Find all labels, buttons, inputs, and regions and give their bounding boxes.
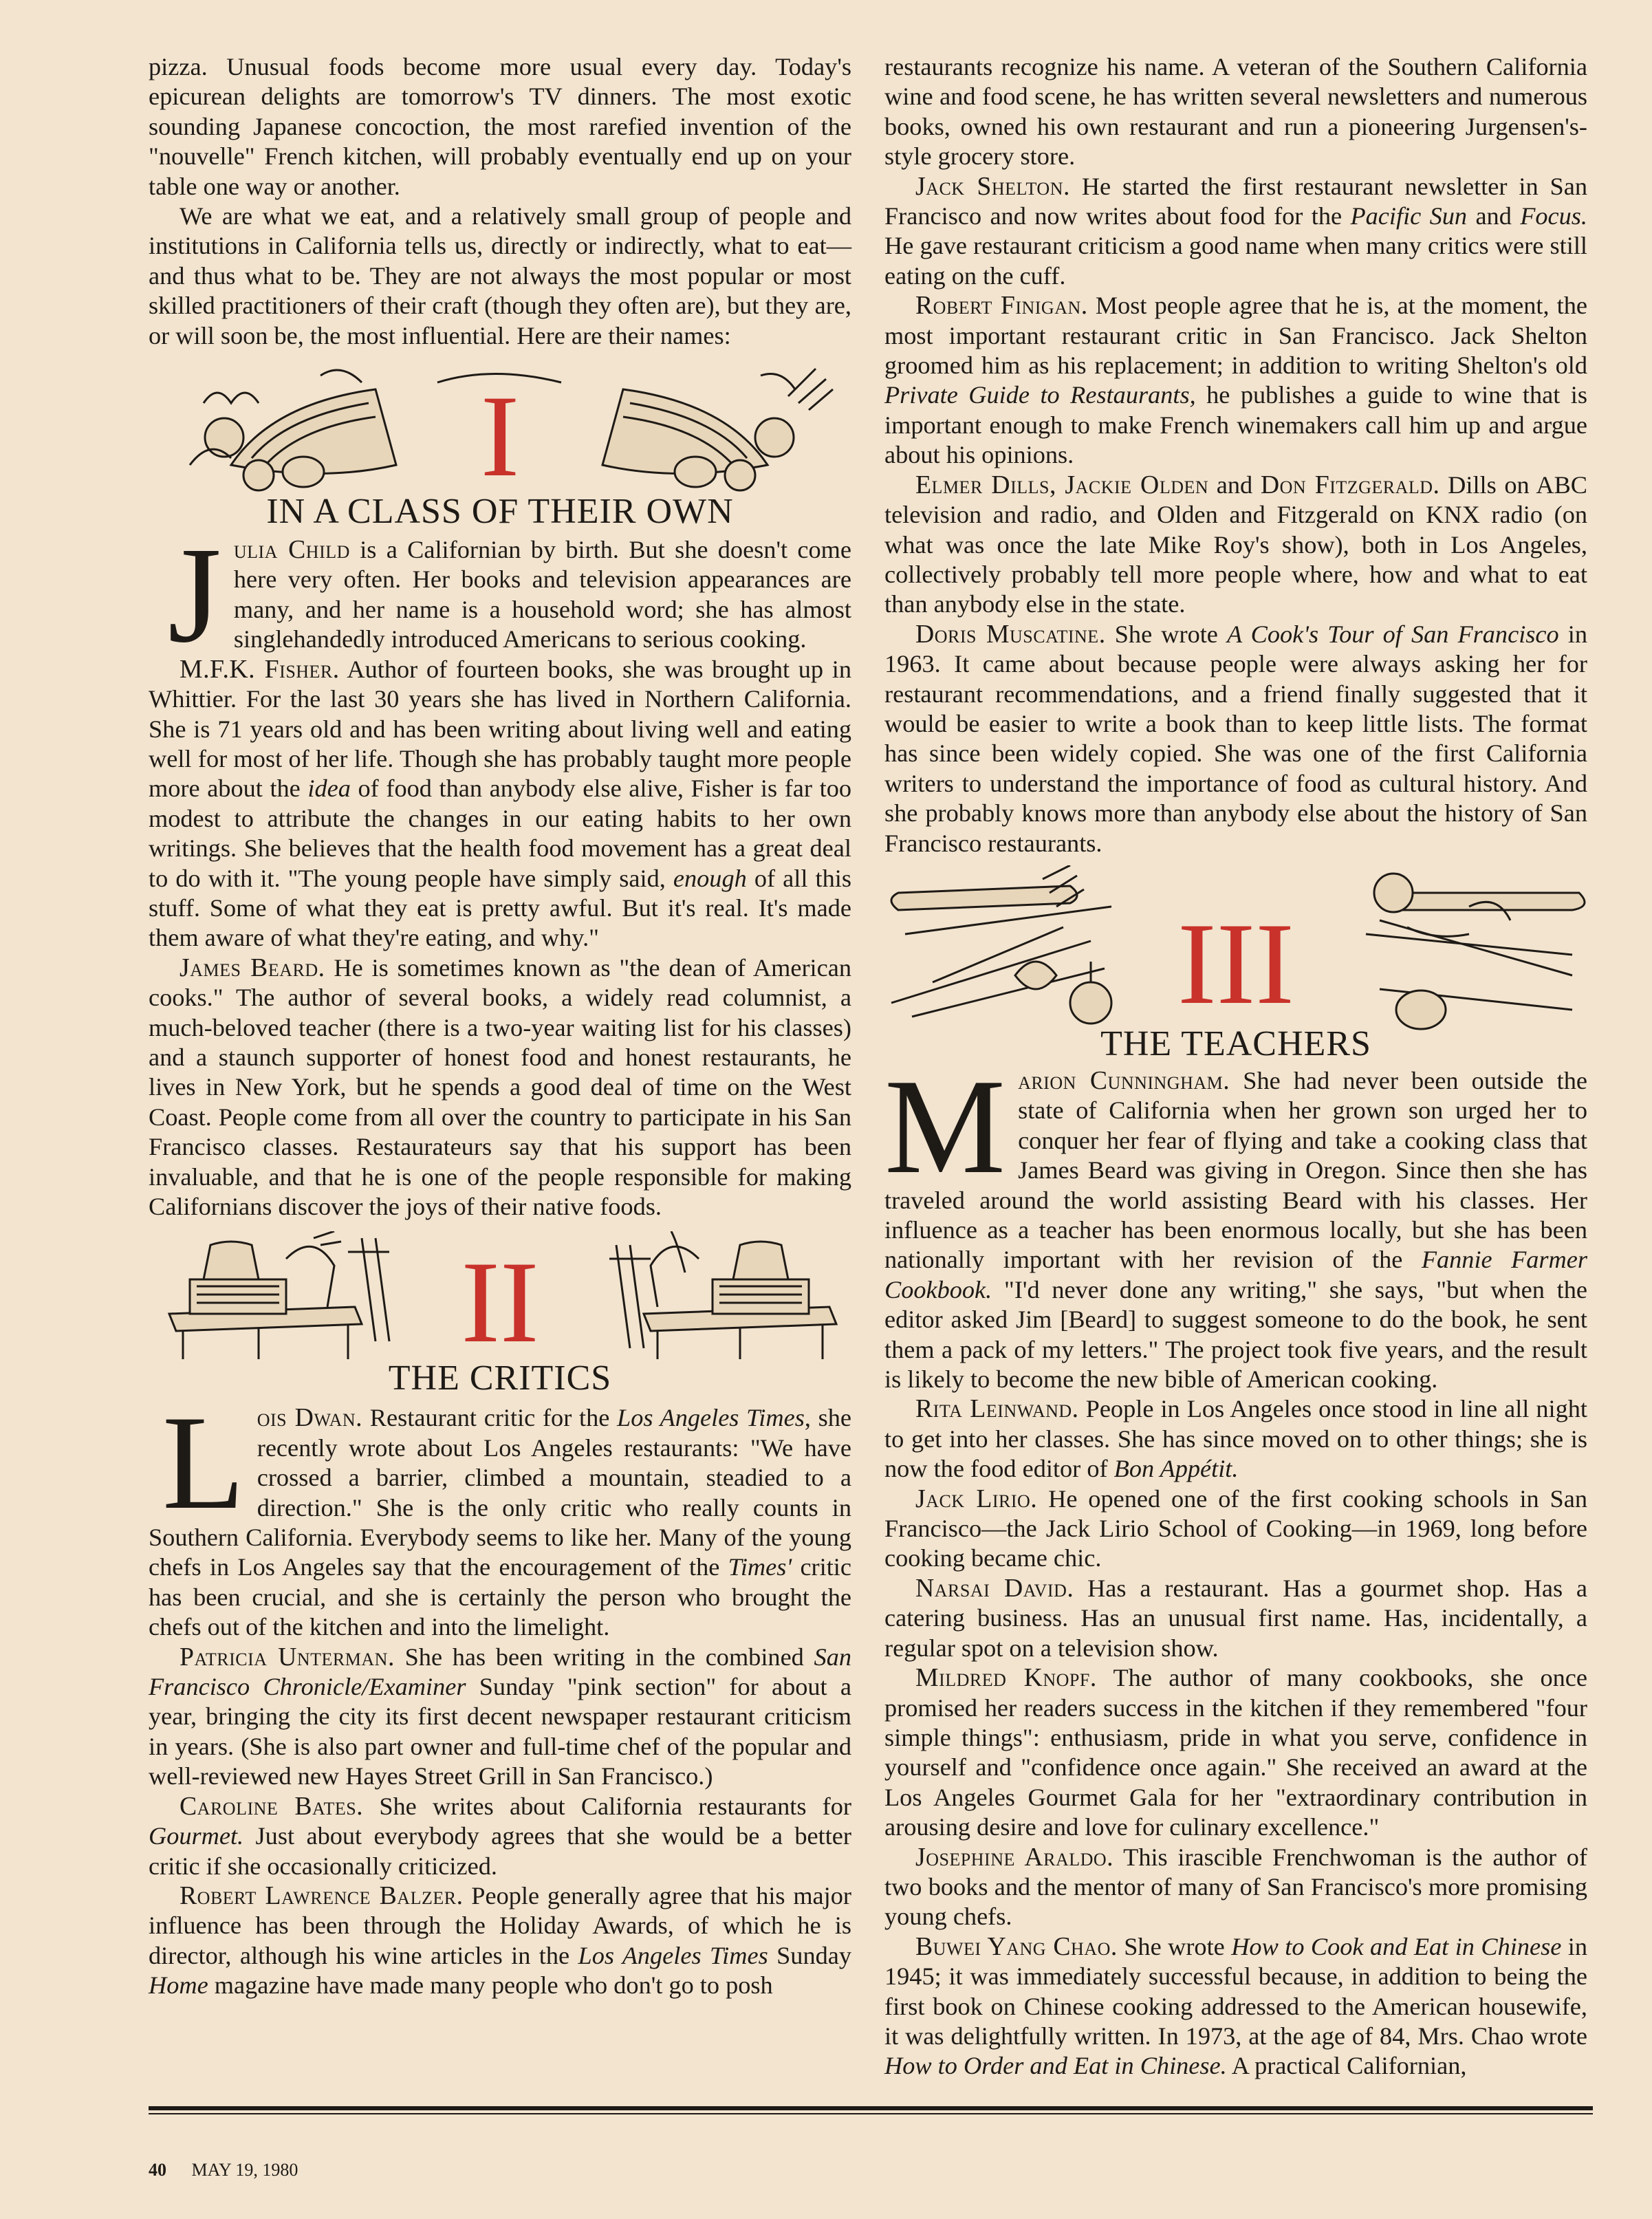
- beard-name: James Beard.: [180, 953, 325, 982]
- leinwand-name: Rita Leinwand.: [915, 1394, 1079, 1424]
- shelton-text-2: He gave restaurant criticism a good name when many critics were still eating on the cuff.: [884, 232, 1587, 290]
- finigan-text: Most people agree that he is, at the moment, the most important restaurant critic in San Francisco. Jack Shelton groomed him as his replacement; in addition to writing Shelton's old: [884, 292, 1588, 380]
- pen-vegetables-illustration: [884, 865, 1587, 1037]
- david-text: Has a restaurant. Has a gourmet shop. Has a catering business. Has an unusual first name. Has, incidentally, a regular spot on a television show.: [884, 1574, 1587, 1662]
- lirio-paragraph: [884, 1484, 1587, 1574]
- section-2-title: THE CRITICS: [388, 1359, 612, 1398]
- chao-paragraph: [884, 1932, 1587, 2081]
- david-paragraph: [884, 1574, 1587, 1663]
- dwan-paragraph: [149, 1388, 852, 1642]
- cunningham-book: Fannie Farmer Cookbook.: [884, 1246, 1587, 1303]
- muscatine-text-2: in 1963. It came about because people were always asking her for restaurant recommendations, and a friend finally suggested that it would be easier to write a book than to keep little lists. The format has since been widely copied. She was one of the first California writers to understand the importance of food as cultural history. And she probably knows more than anybody else about the history of San Francisco restaurants.: [884, 620, 1588, 857]
- chao-name: Buwei Yang Chao.: [915, 1931, 1118, 1961]
- knopf-text: The author of many cookbooks, she once promised her readers success in the kitchen if they remembered "four simple things": enthusiasm, pride in what you serve, confidence in yourself and "confidence once again." She received an award at the Los Angeles Gourmet Gala for her "extraordinary contribution in arousing desire and love for culinary excellence.": [884, 1664, 1587, 1841]
- shelton-text: He started the first restaurant newsletter in San Francisco and now writes about food for the: [884, 172, 1587, 230]
- bates-text-2: Just about everybody agrees that she would be a better critic if she occasionally criticized.: [149, 1822, 851, 1880]
- bates-paragraph: [149, 1792, 851, 1881]
- dills-names: Elmer Dills, Jackie Olden: [915, 470, 1209, 499]
- fitzgerald-name: Don Fitzgerald.: [1260, 470, 1440, 499]
- section-2-header: [149, 1231, 851, 1359]
- intro-paragraph-1: pizza. Unusual foods become more usual every day. Today's epicurean delights are tomorrow's TV dinners. The most exotic sounding Japanese concoction, the most rarefied invention of the "nouvelle" French kitchen, will probably eventually end up on your table one way or another.: [149, 53, 851, 200]
- chao-text-3: A practical Californian,: [1226, 2052, 1467, 2080]
- araldo-text: This irascible Frenchwoman is the author of two books and the mentor of many of San Francisco's more promising young chefs.: [884, 1843, 1588, 1931]
- muscatine-text: She wrote: [1105, 620, 1228, 648]
- fisher-text-2: of food than anybody else alive, Fisher is far too modest to attribute the changes in our eating habits to her own writings. She believes that the health food movement has a great deal to do with it. "The young people have simply said,: [149, 775, 851, 892]
- julia-child-name: ulia Child: [233, 535, 350, 565]
- page-number: 40: [149, 2160, 166, 2180]
- chao-book-2: How to Order and Eat in Chinese.: [884, 2052, 1227, 2080]
- unterman-text-2: Sunday "pink section" for about a year, bringing the city its first decent newspaper restaurant criticism in years. (She is also part owner and full-time chef of the popular and well-reviewed new Hayes Street Grill in San Francisco.): [149, 1673, 852, 1790]
- dills-paragraph: [884, 470, 1587, 620]
- balzer-paragraph: [149, 1881, 851, 2001]
- cunningham-text-2: "I'd never done any writing," she says, "but when the editor asked Jim [Beard] to suggest someone to do the book, he sent them a pack of my letters." The project took five years, and the result is likely to become the new bible of American cooking.: [884, 1275, 1587, 1394]
- lirio-text: He opened one of the first cooking schools in San Francisco—the Jack Lirio School of Cooking—in 1969, long before cooking became chic.: [884, 1484, 1587, 1572]
- dills-and: and: [1208, 470, 1261, 499]
- leinwand-magazine: Bon Appétit.: [1113, 1455, 1239, 1483]
- typewriter-desk-illustration: [149, 1231, 851, 1359]
- julia-child-text: is a Californian by birth. But she doesn't come here very often. Her books and television appearances are many, and her name is a household word; she has almost singlehandedly introduced Americans to serious cooking.: [233, 536, 851, 653]
- issue-date: MAY 19, 1980: [191, 2160, 298, 2180]
- bates-gourmet: Gourmet.: [149, 1822, 244, 1850]
- david-name: Narsai David.: [915, 1573, 1074, 1603]
- muscatine-paragraph: [884, 620, 1587, 858]
- section-3-header: [884, 865, 1587, 1037]
- balzer-text-3: magazine have made many people who don't go to posh: [208, 1971, 773, 2000]
- right-column: [884, 52, 1587, 2081]
- dwan-text-3: critic has been crucial, and she is certainly the person who brought the chefs out of the kitchen and into the limelight.: [149, 1553, 852, 1641]
- balzer-home: Home: [149, 1971, 208, 2000]
- finigan-guide: Private Guide to Restaurants,: [884, 381, 1196, 409]
- chao-text: She wrote: [1117, 1932, 1232, 1960]
- unterman-paragraph: [149, 1643, 851, 1792]
- section-1-title: IN A CLASS OF THEIR OWN: [266, 492, 734, 532]
- balzer-paper: Los Angeles Times: [578, 1941, 768, 1969]
- shelton-paragraph: [884, 172, 1587, 292]
- unterman-text: She has been writing in the combined: [394, 1643, 814, 1671]
- chao-text-2: in 1945; it was immediately successful because, in addition to being the first book on Chinese cooking addressed to the American housewife, it was delightfully written. In 1973, at the age of 84, Mrs. Chao wrote: [884, 1932, 1588, 2050]
- chao-book-1: How to Cook and Eat in Chinese: [1231, 1932, 1562, 1960]
- dwan-name: ois Dwan.: [257, 1403, 363, 1433]
- shelton-and: and: [1467, 202, 1521, 230]
- footer-rule-thin: [149, 2113, 1593, 2114]
- leinwand-paragraph: [884, 1394, 1587, 1484]
- fisher-paragraph: [149, 655, 851, 953]
- muscatine-book: A Cook's Tour of San Francisco: [1227, 620, 1559, 648]
- finigan-text-2: he publishes a guide to wine that is important enough to make French winemakers call him up and argue about his opinions.: [884, 381, 1587, 469]
- balzer-continued: restaurants recognize his name. A veteran of the Southern California wine and food scene, he has written several newsletters and numerous books, owned his own restaurant and run a pioneering Jurgensen's-style grocery store.: [884, 53, 1587, 171]
- finigan-name: Robert Finigan.: [915, 291, 1088, 321]
- araldo-paragraph: [884, 1843, 1587, 1932]
- fisher-text-3: of all this stuff. Some of what they eat is pretty awful. But it's real. It's made them aware of what they're eating, and why.": [149, 864, 851, 952]
- shelton-pacific-sun: Pacific Sun: [1350, 202, 1468, 230]
- unterman-paper: San Francisco Chronicle/Examiner: [149, 1643, 851, 1701]
- shelton-name: Jack Shelton.: [915, 171, 1070, 201]
- bates-text: She writes about California restaurants for: [363, 1792, 851, 1820]
- fisher-idea: idea: [307, 775, 351, 803]
- balzer-text: People generally agree that his major influence has been through the Holiday Awards, of which he is director, although his wine articles in the: [149, 1881, 851, 1969]
- fisher-text: Author of fourteen books, she was brought up in Whittier. For the last 30 years she has lived in Northern California. She is 71 years old and has been writing about living well and eating well for most of her life. Though she has probably taught more people more about the: [149, 655, 851, 803]
- cornucopia-vegetables-illustration: [149, 362, 851, 492]
- cunningham-text: She had never been outside the state of California when her grown son urged her to conquer her fear of flying and take a cooking class that James Beard was giving in Oregon. Since then she has traveled around the world assisting Beard with his classes. Her influence as a teacher has been enormous locally, but she has been nationally important with her revision of the: [884, 1066, 1587, 1274]
- dwan-text-2: , she recently wrote about Los Angeles restaurants: "We have crossed a barrier, climbed a mountain, steadied to a direction." She is the only critic who really counts in Southern California. Everybody seems to like her. Many of the young chefs in Los Angeles say that the encouragement of the: [149, 1404, 851, 1581]
- muscatine-name: Doris Muscatine.: [915, 619, 1106, 649]
- dwan-paper: Los Angeles Times: [617, 1404, 805, 1432]
- left-column: [149, 52, 851, 2001]
- balzer-text-2: Sunday: [768, 1941, 851, 1969]
- dills-text: Dills on ABC television and radio, and Olden and Fitzgerald on KNX radio (on what was once the late Mike Roy's show), both in Los Angeles, collectively probably tell more people where, how and what to eat than anybody else in the state.: [884, 470, 1587, 618]
- shelton-focus: Focus.: [1520, 202, 1587, 230]
- section-3-title: THE TEACHERS: [1100, 1024, 1371, 1063]
- dwan-times: Times': [728, 1553, 792, 1581]
- fisher-name: M.F.K. Fisher.: [180, 654, 340, 684]
- drop-cap-l: L: [162, 1388, 245, 1538]
- section-1-header: [149, 362, 851, 492]
- beard-paragraph: [149, 953, 851, 1222]
- fisher-enough: enough: [673, 864, 747, 892]
- unterman-name: Patricia Unterman.: [180, 1642, 395, 1671]
- beard-text: He is sometimes known as "the dean of American cooks." The author of several books, a widely read columnist, a much-beloved teacher (there is a two-year waiting list for his classes) and a staunch supporter of honest food and honest restaurants, he lives in New York, but he spends a good deal of time on the West Coast. People come from all over the country to participate in his San Francisco classes. Restaurateurs say that his support has been invaluable, and that he is one of the people responsible for making Californians discover the joys of their native foods.: [149, 953, 851, 1220]
- drop-cap-m: M: [884, 1050, 1006, 1202]
- section-2-numeral: II: [461, 1237, 539, 1360]
- dwan-text: Restaurant critic for the: [362, 1404, 618, 1432]
- drop-cap-j: J: [168, 519, 221, 672]
- page-footer: [149, 2160, 298, 2180]
- araldo-name: Josephine Araldo.: [915, 1842, 1114, 1872]
- finigan-paragraph: [884, 291, 1587, 470]
- section-1-numeral: I: [480, 371, 520, 493]
- balzer-name: Robert Lawrence Balzer.: [180, 1881, 464, 1910]
- knopf-paragraph: [884, 1663, 1587, 1842]
- leinwand-text: People in Los Angeles once stood in line all night to get into her classes. She has since moved on to other things; she is now the food editor of: [884, 1395, 1587, 1483]
- footer-rule-thick: [149, 2106, 1593, 2110]
- cunningham-name: arion Cunningham.: [1018, 1065, 1230, 1095]
- bates-name: Caroline Bates.: [180, 1791, 364, 1821]
- cunningham-paragraph: [884, 1050, 1587, 1394]
- section-3-numeral: III: [1177, 898, 1294, 1028]
- lirio-name: Jack Lirio.: [915, 1484, 1038, 1513]
- knopf-name: Mildred Knopf.: [915, 1663, 1097, 1693]
- intro-paragraph-2: We are what we eat, and a relatively small group of people and institutions in California tells us, directly or indirectly, what to eat—and thus what to be. They are not always the most popular or most skilled practitioners of their craft (though they often are), but they are, or will soon be, the most influential. Here are their names:: [149, 202, 851, 349]
